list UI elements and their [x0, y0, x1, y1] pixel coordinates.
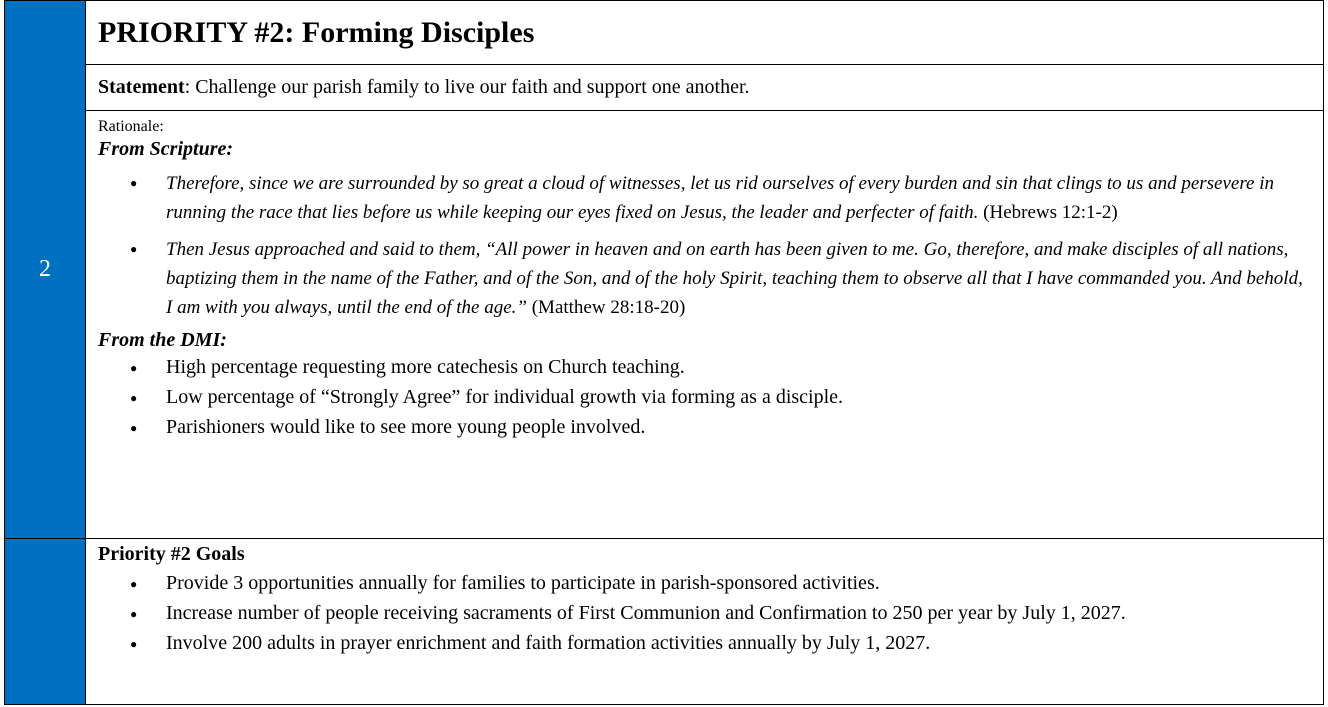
list-item: ● Low percentage of “Strongly Agree” for individual growth via forming as a disciple. — [166, 382, 1311, 412]
goals-side-cell — [5, 539, 86, 705]
statement-label: Statement — [98, 76, 185, 98]
statement-text: : Challenge our parish family to live our faith and support one another. — [184, 76, 750, 98]
priority-table — [4, 0, 1324, 705]
goals-cell — [86, 539, 1324, 705]
rationale-cell — [86, 111, 1324, 539]
list-item: ● High percentage requesting more catechesis on Church teaching. — [166, 352, 1311, 382]
statement-cell — [86, 65, 1324, 111]
list-item — [166, 235, 1311, 322]
title-cell — [86, 1, 1324, 65]
list-item — [166, 169, 1311, 227]
scripture-heading: From Scripture: — [98, 138, 234, 160]
list-item: ● Involve 200 adults in prayer enrichment and faith formation activities annually by July 1, 2027. — [166, 628, 1311, 658]
scripture-reference: (Hebrews 12:1-2) — [978, 202, 1118, 223]
scripture-quote: Therefore, since we are surrounded by so great a cloud of witnesses, let us rid ourselves of every burden and sin that clings to us and persevere in running the race that lies before us while keeping our eyes fixed on Jesus, the leader and perfecter of faith. — [166, 173, 1275, 223]
page-title: PRIORITY #2: Forming Disciples — [98, 15, 535, 49]
priority-number-cell — [5, 1, 86, 539]
scripture-quote: Then Jesus approached and said to them, “All power in heaven and on earth has been given to me. Go, therefore, and make disciples of all nations, baptizing them in the name of the Father, and of the Son, and of the holy Spirit, teaching them to observe all that I have commanded you. And behold, I am with you always, until the end of the age.” — [166, 239, 1303, 318]
scripture-reference: (Matthew 28:18-20) — [526, 297, 686, 318]
list-item: ● Parishioners would like to see more young people involved. — [166, 412, 1311, 442]
list-item: ● Provide 3 opportunities annually for families to participate in parish-sponsored activities. — [166, 568, 1311, 598]
list-item: ● Increase number of people receiving sacraments of First Communion and Confirmation to 250 per year by July 1, 2027. — [166, 598, 1311, 628]
goals-heading: Priority #2 Goals — [98, 543, 245, 565]
rationale-label: Rationale: — [98, 118, 164, 135]
goals-list — [98, 568, 1311, 658]
dmi-list — [98, 352, 1311, 442]
scripture-list — [98, 169, 1311, 322]
dmi-heading: From the DMI: — [98, 329, 227, 351]
priority-number: 2 — [39, 256, 51, 282]
